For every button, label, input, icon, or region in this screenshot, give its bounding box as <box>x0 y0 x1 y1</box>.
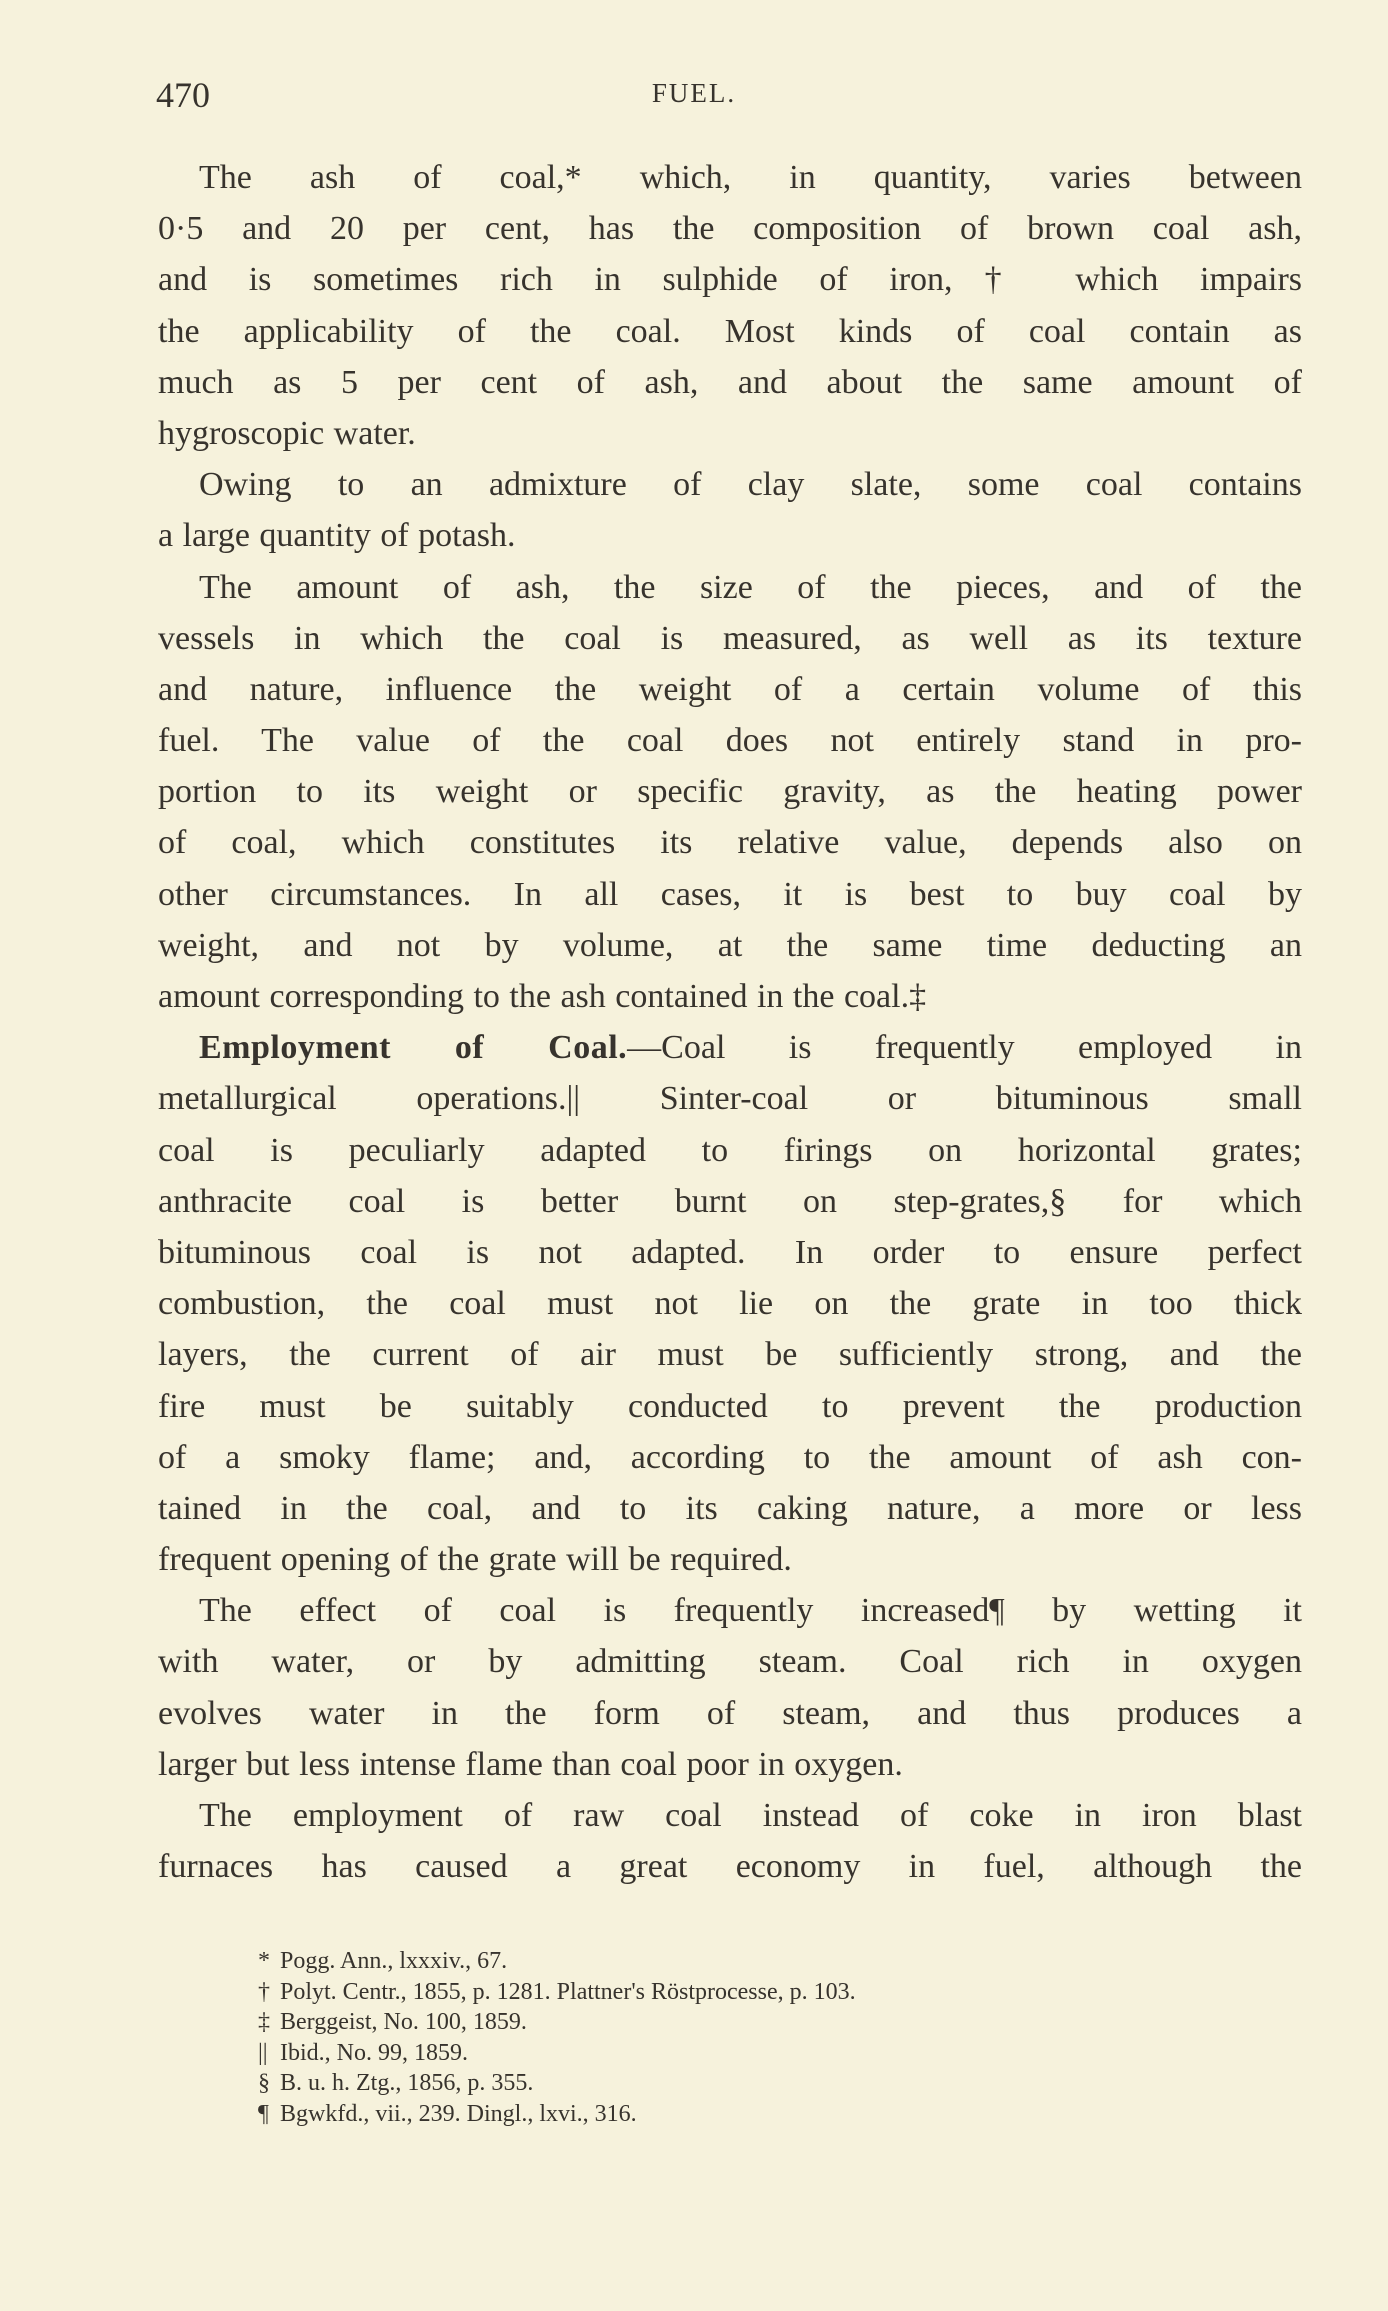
paragraph <box>158 459 1302 561</box>
paragraph <box>158 1022 1302 1585</box>
text-line: The ash of coal,* which, in quantity, varies between <box>199 159 1302 196</box>
text-line: a large quantity of potash. <box>158 517 516 555</box>
text-line: coal is peculiarly adapted to firings on horizontal grates; <box>158 1131 1302 1169</box>
text-line: much as 5 per cent of ash, and about the same amount of <box>158 363 1302 401</box>
text-line: the applicability of the coal. Most kinds of coal contain as <box>158 312 1302 350</box>
text-line: weight, and not by volume, at the same time deducting an <box>158 926 1302 964</box>
text-line: layers, the current of air must be sufficiently strong, and the <box>158 1336 1302 1374</box>
body-text <box>158 152 1302 1892</box>
text-line: tained in the coal, and to its caking nature, a more or less <box>158 1489 1302 1527</box>
paragraph <box>158 152 1302 459</box>
text-line: The employment of raw coal instead of coke in iron blast <box>199 1797 1302 1834</box>
text-line: larger but less intense flame than coal poor in oxygen. <box>158 1745 903 1783</box>
footnote-text: Pogg. Ann., lxxxiv., 67. <box>280 1948 508 1974</box>
text-line: of a smoky flame; and, according to the amount of ash con- <box>158 1438 1302 1476</box>
text-line: portion to its weight or specific gravity, as the heating power <box>158 773 1302 811</box>
text-line: combustion, the coal must not lie on the grate in too thick <box>158 1285 1302 1323</box>
footnote <box>258 1977 856 2008</box>
text-line: and is sometimes rich in sulphide of iron,† which impairs <box>158 261 1302 299</box>
footnote <box>258 2068 856 2099</box>
text-line: Owing to an admixture of clay slate, some coal contains <box>199 466 1302 504</box>
text-line: evolves water in the form of steam, and thus produces a <box>158 1694 1302 1732</box>
text-line <box>158 1022 1302 1073</box>
paragraph <box>158 1790 1302 1892</box>
text-line: frequent opening of the grate will be required. <box>158 1541 792 1579</box>
text-line: amount corresponding to the ash contained in the coal.‡ <box>158 978 927 1015</box>
text-line: and nature, influence the weight of a certain volume of this <box>158 670 1302 708</box>
footnote-text: Bgwkfd., vii., 239. Dingl., lxvi., 316. <box>280 2100 637 2127</box>
section-run-in-heading: Employment of Coal. <box>199 1029 628 1067</box>
paragraph <box>158 1585 1302 1790</box>
text-line: with water, or by admitting steam. Coal rich in oxygen <box>158 1643 1302 1681</box>
footnote-text: Polyt. Centr., 1855, p. 1281. Plattner's Röstprocesse, p. 103. <box>280 1978 856 2005</box>
text-line: of coal, which constitutes its relative value, depends also on <box>158 824 1302 862</box>
footnote <box>258 2007 856 2038</box>
footnote <box>258 1946 856 1977</box>
footnote-mark: ¶ <box>258 2100 269 2127</box>
text-line-rest: —Coal is frequently employed in <box>627 1029 1302 1067</box>
text-line: fire must be suitably conducted to prevent the production <box>158 1387 1302 1425</box>
footnote <box>258 2038 856 2069</box>
footnote-mark: || <box>258 2039 268 2066</box>
footnote-mark: † <box>258 1978 270 2005</box>
text-line: The amount of ash, the size of the pieces, and of the <box>199 568 1302 606</box>
footnote-text: B. u. h. Ztg., 1856, p. 355. <box>280 2070 534 2096</box>
text-line: other circumstances. In all cases, it is best to buy coal by <box>158 875 1302 913</box>
footnote-mark: § <box>258 2070 270 2096</box>
text-line: The effect of coal is frequently increased¶ by wetting it <box>199 1592 1302 1630</box>
footnote-text: Berggeist, No. 100, 1859. <box>280 2009 527 2035</box>
text-line: metallurgical operations.|| Sinter-coal or bituminous small <box>158 1080 1302 1118</box>
text-line: furnaces has caused a great economy in fuel, although the <box>158 1848 1302 1886</box>
text-line: 0·5 and 20 per cent, has the composition of brown coal ash, <box>158 210 1302 248</box>
running-head: FUEL. <box>651 78 737 108</box>
paragraph <box>158 562 1302 1023</box>
footnotes <box>258 1946 856 2129</box>
text-line: hygroscopic water. <box>158 414 416 452</box>
footnote-mark: * <box>258 1948 270 1974</box>
text-line: bituminous coal is not adapted. In order to ensure perfect <box>158 1233 1302 1271</box>
footnote-text: Ibid., No. 99, 1859. <box>280 2039 468 2066</box>
text-line: vessels in which the coal is measured, as well as its texture <box>158 619 1302 657</box>
page-number: 470 <box>156 75 210 115</box>
text-line: anthracite coal is better burnt on step-grates,§ for which <box>158 1182 1302 1220</box>
text-line: fuel. The value of the coal does not entirely stand in pro- <box>158 722 1302 760</box>
footnote <box>258 2099 856 2130</box>
footnote-mark: ‡ <box>258 2009 270 2035</box>
